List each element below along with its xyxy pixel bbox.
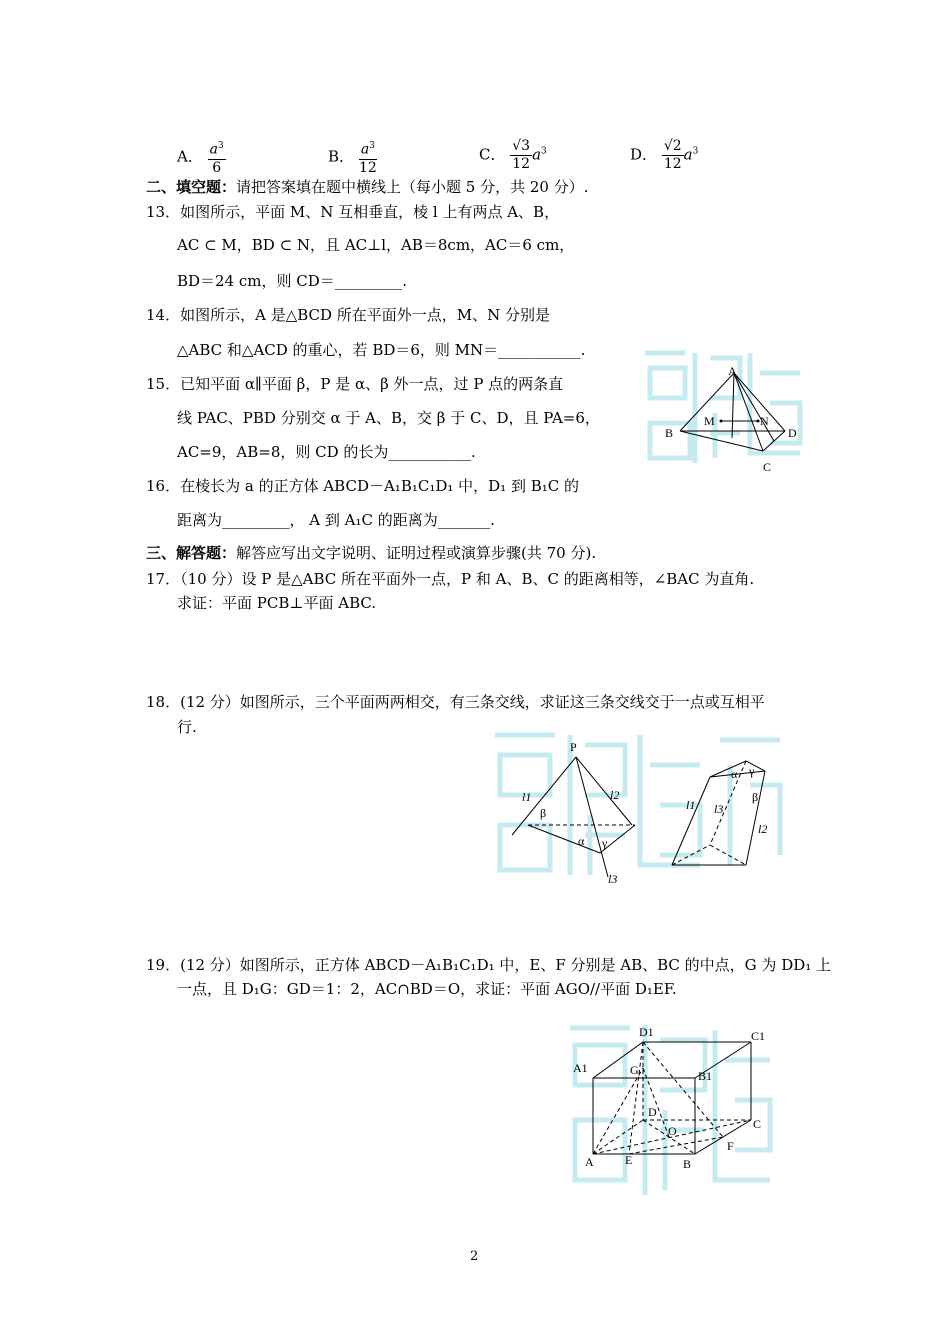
- cube-figure: [565, 1020, 777, 1204]
- label-alpha-left: α: [578, 834, 585, 848]
- section3-heading: [146, 543, 596, 563]
- q13-line2: AC ⊂ M，BD ⊂ N，且 AC⊥l，AB＝8cm，AC＝6 cm，: [177, 236, 575, 254]
- label-a1: A1: [573, 1061, 588, 1075]
- label-c1: C1: [751, 1029, 766, 1043]
- section3-title: 三、解答题：: [146, 544, 237, 562]
- label-d1: D1: [639, 1025, 654, 1039]
- label-p: P: [570, 740, 577, 754]
- label-c: C: [753, 1117, 762, 1131]
- q15-line2: 线 PAC、PBD 分别交 α 于 A、B，交 β 于 C、D，且 PA=6，: [177, 409, 600, 427]
- line-ag: [593, 1068, 643, 1154]
- page-number: 2: [470, 1249, 479, 1264]
- label-m: M: [704, 414, 715, 428]
- q17-line1: 17．（10 分）设 P 是△ABC 所在平面外一点，P 和 A、B、C 的距离相等，∠BAC 为直角.: [146, 570, 755, 588]
- q19-line2: 一点，且 D₁G：GD＝1：2，AC∩BD＝O，求证：平面 AGO//平面 D₁EF.: [177, 980, 677, 998]
- label-n: N: [760, 414, 769, 428]
- label-l2-right: l2: [758, 822, 768, 836]
- q16-line1: 16．在棱长为 a 的正方体 ABCD－A₁B₁C₁D₁ 中，D₁ 到 B₁C 的: [146, 477, 580, 495]
- watermark: [495, 735, 780, 875]
- option-c-letter: C．: [479, 145, 506, 164]
- watermark: [645, 353, 800, 463]
- watermark: [570, 1025, 770, 1195]
- option-c: C． $\frac{√3}{12}$ $a^3$: [479, 138, 547, 172]
- option-d-fraction: $\frac{√2}{12}$: [663, 138, 682, 172]
- q14-line1: 14．如图所示，A 是△BCD 所在平面外一点，M、N 分别是: [146, 306, 551, 324]
- label-g: G: [630, 1063, 639, 1077]
- q15-line1: 15．已知平面 α∥平面 β，P 是 α、β 外一点，过 P 点的两条直: [146, 375, 564, 393]
- q16-line2: 距离为_________， A 到 A₁C 的距离为_______.: [177, 511, 495, 529]
- q18-line1: 18．(12 分）如图所示，三个平面两两相交，有三条交线，求证这三条交线交于一点或互相平: [146, 693, 765, 711]
- option-a-fraction: $\frac{a^3}{6}$: [208, 138, 226, 177]
- section2-heading: [146, 177, 589, 197]
- label-d: D: [788, 426, 797, 440]
- label-l2-left: l2: [610, 788, 620, 802]
- option-b-letter: B．: [328, 147, 355, 166]
- q14-line2: △ABC 和△ACD 的重心，若 BD＝6，则 MN＝___________.: [177, 341, 586, 359]
- line-d1e: [629, 1042, 643, 1154]
- label-l3-right: l3: [714, 802, 724, 816]
- tetrahedron-figure: [640, 343, 812, 473]
- q15-line3: AC=9，AB=8，则 CD 的长为___________.: [177, 443, 476, 461]
- label-d: D: [648, 1105, 657, 1119]
- section3-desc: 解答应写出文字说明、证明过程或演算步骤(共 70 分).: [236, 544, 597, 562]
- label-l1-right: l1: [686, 798, 696, 812]
- q13-line3: BD＝24 cm，则 CD＝_________.: [177, 272, 408, 290]
- label-a: A: [728, 364, 737, 378]
- q18-line2: 行.: [177, 718, 197, 736]
- option-a-letter: A．: [177, 147, 203, 166]
- label-beta-left: β: [540, 806, 547, 820]
- q13-line1: 13．如图所示，平面 M、N 互相垂直，棱 l 上有两点 A、B，: [146, 203, 560, 221]
- q19-line1: 19．(12 分）如图所示，正方体 ABCD－A₁B₁C₁D₁ 中，E、F 分别是 AB、BC 的中点，G 为 DD₁ 上: [146, 956, 832, 974]
- label-b1: B1: [698, 1069, 713, 1083]
- edge-ad: [593, 1120, 643, 1154]
- point-m: [720, 420, 723, 423]
- label-gamma-left: γ: [602, 836, 608, 850]
- option-c-fraction: $\frac{√3}{12}$: [512, 138, 531, 172]
- label-e: E: [625, 1153, 633, 1167]
- median-a: [732, 373, 734, 438]
- label-f: F: [727, 1139, 734, 1153]
- q17-line2: 求证：平面 PCB⊥平面 ABC.: [177, 594, 377, 612]
- right-top-1: [710, 771, 765, 777]
- label-l1-left: l1: [522, 790, 532, 804]
- label-alpha-right: α: [731, 767, 738, 781]
- label-beta-right: β: [752, 790, 759, 804]
- section2-title: 二、填空题：: [146, 178, 237, 196]
- label-o: O: [668, 1124, 677, 1138]
- label-a: A: [585, 1155, 594, 1169]
- three-planes-figure: [490, 725, 790, 888]
- label-c: C: [763, 460, 772, 473]
- label-b: B: [665, 426, 674, 440]
- section2-desc: 请把答案填在题中横线上（每小题 5 分，共 20 分）.: [236, 178, 589, 196]
- right-l1: [672, 777, 710, 865]
- option-b: [328, 138, 377, 177]
- label-l3-left: l3: [608, 872, 618, 886]
- option-b-fraction: $\frac{a^3}{12}$: [359, 138, 377, 177]
- label-gamma-right: γ: [749, 764, 755, 778]
- option-a: [177, 138, 226, 177]
- option-d: D． $\frac{√2}{12}$ $a^3$: [630, 138, 699, 172]
- label-b: B: [683, 1157, 692, 1171]
- option-d-letter: D．: [630, 145, 658, 164]
